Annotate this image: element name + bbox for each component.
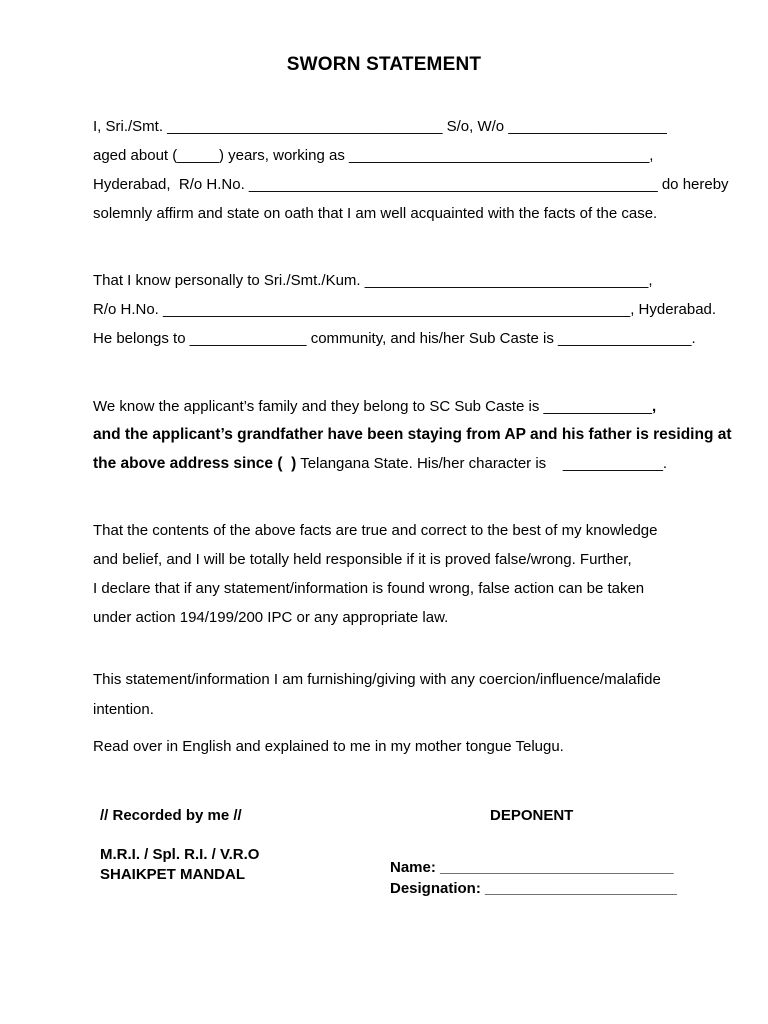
document-title: SWORN STATEMENT	[286, 54, 482, 75]
para5-line1: This statement/information I am furnishing/giving with any coercion/influence/malafide	[93, 671, 661, 688]
para6-line: Read over in English and explained to me in my mother tongue Telugu.	[93, 738, 564, 755]
para4-line4: under action 194/199/200 IPC or any appropriate law.	[93, 609, 449, 626]
mandal-name: SHAIKPET MANDAL	[100, 866, 245, 883]
para2-line1: That I know personally to Sri./Smt./Kum. __________________________________,	[93, 272, 653, 289]
deponent-label: DEPONENT	[490, 807, 574, 824]
para3-line3-bold: the above address since ( )	[93, 455, 297, 472]
para3-line1-comma: ,	[651, 398, 657, 415]
name-field: Name: ____________________________	[390, 859, 674, 876]
para1-line2: aged about (_____) years, working as ____________________________________,	[93, 147, 654, 164]
para4-line3: I declare that if any statement/information is found wrong, false action can be taken	[93, 580, 645, 597]
recorded-by-label: // Recorded by me //	[100, 807, 242, 824]
para1-line3: Hyderabad, R/o H.No. _________________________________________________ do hereby	[93, 176, 729, 193]
para1-line1: I, Sri./Smt. _________________________________ S/o, W/o ___________________	[93, 118, 667, 135]
designation-field: Designation: _______________________	[390, 880, 677, 897]
para1-line4: solemnly affirm and state on oath that I am well acquainted with the facts of the case.	[93, 205, 658, 222]
para3-line1-text: We know the applicant’s family and they belong to SC Sub Caste is _____________	[93, 398, 652, 415]
para2-line3: He belongs to ______________ community, and his/her Sub Caste is ________________.	[93, 330, 696, 347]
para4-line2: and belief, and I will be totally held responsible if it is proved false/wrong. Further,	[93, 551, 632, 568]
para3-line1	[93, 398, 656, 415]
officer-title: M.R.I. / Spl. R.I. / V.R.O	[100, 846, 260, 863]
para5-line2: intention.	[93, 701, 154, 718]
para2-line2: R/o H.No. ________________________________________________________, Hyderabad.	[93, 301, 717, 318]
para4-line1: That the contents of the above facts are true and correct to the best of my knowledge	[93, 522, 658, 539]
para3-line2: and the applicant’s grandfather have been staying from AP and his father is residing at	[93, 426, 732, 443]
para3-line3-text: Telangana State. His/her character is ____________.	[296, 455, 668, 472]
para3-line3	[93, 455, 667, 473]
